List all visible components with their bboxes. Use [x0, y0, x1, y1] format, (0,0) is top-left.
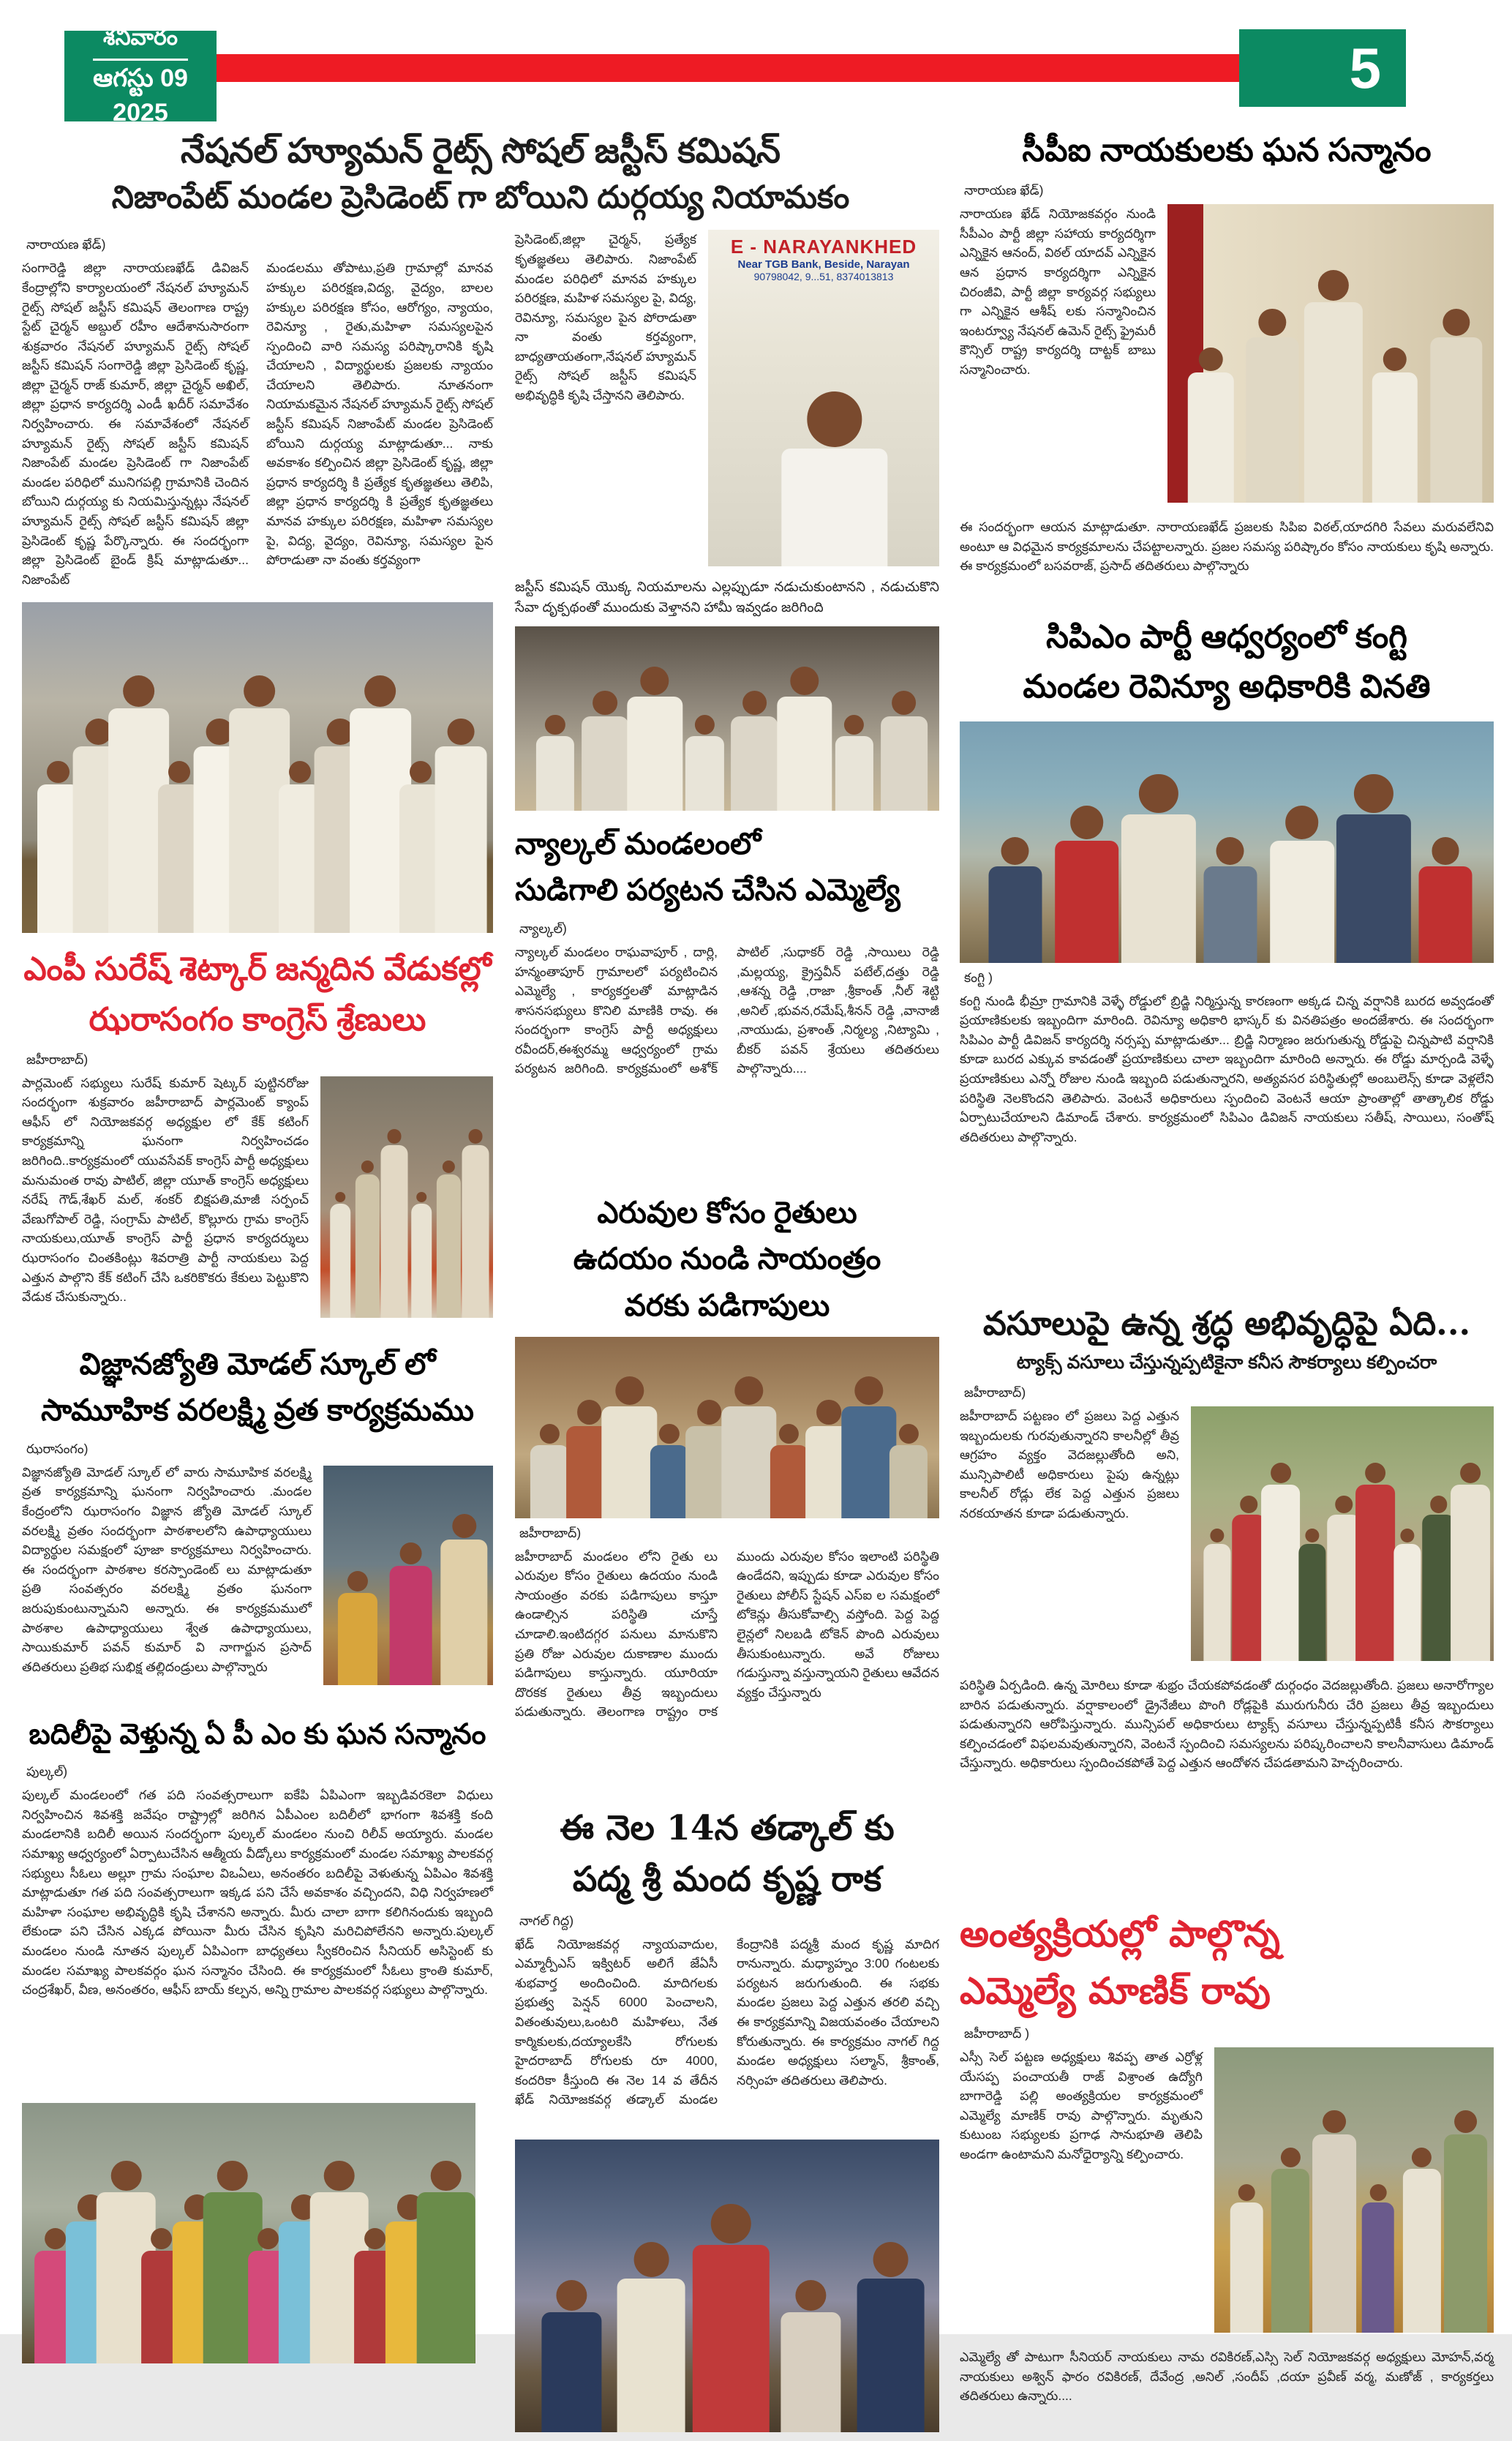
photo-cake-cutting	[320, 1076, 493, 1318]
photo-congress-group	[22, 602, 493, 933]
date-label: ఆగస్టు 09 2025	[93, 64, 188, 127]
zone-left	[22, 126, 939, 2441]
main-headline-line2: నిజాంపేట్ మండల ప్రెసిడెంట్ గా బోయిని దుర్గయ్య నియామకం	[111, 180, 850, 216]
photo-varalakshmi-pooja	[323, 1466, 493, 1685]
header-red-bar	[184, 54, 1405, 82]
tadkal-body: ఖేడ్ నియోజకవర్గ న్యాయవాదుల, ఎమ్మార్పీఎస్ ఇక్విటర్ అలిగే జేఏసీ శుభవార్త అందించింది. మాదిగలకు ప్రభుత్వ పెన్షన్ 6000 పెంచాలని, వితంతువులు,ఒంటరి మహిళలు, నేత కార్మికులకు,దయ్యాలకేసి రోగులకు హైదరాబాద్ రోగులకు రూ 4000, కందరికా కీస్తుంది ఈ నెల 14 వ తేదీన ఖేడ్ నియోజకవర్గ తడ్కాల్ మండల కేంద్రానికి పద్మశ్రీ మంద కృష్ణ మాదిగ రానున్నారు. మధ్యాహ్నం 3:00 గంటలకు పర్యటన జరుగుతుంది. ఈ సభకు మండల ప్రజలు పెద్ద ఎత్తున తరలి వచ్చి ఈ కార్యక్రమాన్ని విజయవంతం చేయాలని కోరుతున్నారు. ఈ కార్యక్రమం నాగల్ గిద్ద మండల అధ్యక్షులు సల్మాన్, శ్రీకాంత్, నర్సింహ తదితరులు తెలిపారు.	[515, 1936, 939, 2107]
cpi-byline: నారాయణ ఖేడ్)	[964, 183, 1044, 198]
vignanajyothi-body: విజ్ఞానజ్యోతి మోడల్ స్కూల్ లో వారు సామూహిక వరలక్ష్మి వ్రత కార్యక్రమాన్ని ఘనంగా నిర్వహించారు .మండల కేంద్రంలోని ఝరాసంగం విజ్ఞాన జ్యోతి మోడల్ స్కూల్ వరలక్ష్మి వ్రతం సందర్భంగా పాఠశాలలోని ఉపాధ్యాయులు విద్యార్థుల సమక్షంలో పూజా కార్యక్రమాలు నిర్వహించారు. ఈ సందర్భంగా పాఠశాల కరస్పాండెంట్ లు మాట్లాడుతూ ప్రతి సంవత్సరం వరలక్ష్మి వ్రతం ఘనంగా జరుపుకుంటున్నామని అన్నారు. ఈ కార్యక్రమములో పాఠశాల ఉపాధ్యాయులు శ్వేత ఉపాధ్యాయులు, సాయికుమార్ పవన్ కుమార్ వి నాగార్జున ప్రసాద్ తదితరులు ప్రతిభ సుభిక్ష తల్లిదండ్రులు పాల్గొన్నారు	[22, 1464, 312, 1674]
date-box	[64, 25, 217, 127]
eruvulu-headline-line2: ఉదయం నుండి సాయంత్రం	[573, 1242, 881, 1276]
photo-colony-road	[1191, 1406, 1494, 1661]
antyakriyalu-headline-line1: అంత్యక్రియల్లో పాల్గొన్న	[960, 1912, 1280, 1956]
day-label: శనివారం	[93, 26, 188, 61]
main-photo-caption: జస్టీస్ కమిషన్ యొక్క నియమాలను ఎల్లప్పుడూ నడుచుకుంటానని , నడుచుకొని సేవా దృక్పథంతో ముందుకు వెళ్తానని హామీ ఇవ్వడం జరిగింది	[515, 579, 939, 615]
eruvulu-headline-line3: వరకు పడిగాపులు	[624, 1289, 830, 1323]
jharasangam-byline: జహీరాబాద్)	[26, 1051, 89, 1067]
antyakriyalu-byline: జహీరాబాద్ )	[964, 2026, 1030, 2041]
tadkal-byline: నాగల్ గిద్ద)	[519, 1913, 574, 1928]
photo-cpm-petition	[960, 721, 1494, 963]
photo-banner-text	[708, 236, 939, 282]
cpi-body: నారాయణ ఖేడ్ నియోజకవర్గం నుండి సీపీఎం పార్టీ జిల్లా సహాయ కార్యదర్శిగా ఎన్నికైన ఆనంద్, విఠల్ యాదవ్ ఎన్నికైన ఆన ప్రధాన కార్యదర్శిగా ఎన్నికైన చిరంజీవి, పార్టీ జిల్లా కార్యవర్గ సభ్యులు గా ఎన్నికైన ఆశీష్ లకు సన్మానించిన ఇంటర్వ్యూ నేషనల్ ఉమెన్ రైట్స్ ఫ్రైమరీ కౌన్సిల్ రాష్ట్ర కార్యదర్శి దాట్టక్ బాబు సన్మానించారు.	[960, 206, 1156, 377]
cpi-headline: సీపీఐ నాయకులకు ఘన సన్మానం	[1022, 132, 1432, 168]
eruvulu-body: జహీరాబాద్ మండలం లోని రైతు లు ఎరువుల కోసం రైతులు ఉదయం నుండి సాయంత్రం వరకు పడిగాపులు కాస్తూ ఉండాల్సిన పరిస్థితి చూస్తే చూడాలి.ఇంటిదగ్గర పనులు మానుకొని ప్రతి రోజు ఎరువుల దుకాణాల ముందు పడిగాపులు కాస్తున్నారు. యూరియా దొరకక రైతులు తీవ్ర ఇబ్బందులు పడుతున్నారు. తెలంగాణ రాష్ట్రం రాక ముందు ఎరువుల కోసం ఇలాంటి పరిస్థితి ఉండేదని, ఇప్పుడు కూడా ఎరువుల కోసం రైతులు పోలీస్ స్టేషన్ ఎస్ఐ ల సమక్షంలో టోకెన్లు తీసుకోవాల్సి వస్తోంది. పెద్ద పెద్ద లైన్లలో నిలబడి టోకెన్ పొంది ఎరువులు తీసుకుంటున్నారు. అవే రోజులు గడుస్తున్నా వస్తున్నాయని రైతులు ఆవేదన వ్యక్తం చేస్తున్నారు	[515, 1548, 939, 1720]
cpi-body2: ఈ సందర్భంగా ఆయన మాట్లాడుతూ. నారాయణఖేడ్ ప్రజలకు సిపిఐ విఠల్,యాదగిరి సేవలు మరువలేనివి అంటూ ఆ విధమైన కార్యక్రమాలను చేపట్టాలన్నారు. ప్రజల సమస్య పరిష్కారం కోసం నాయకులు కృషి అన్నారు. ఈ కార్యక్రమంలో బసవరాజ్, ప్రసాద్ తదితరులు పాల్గొన్నారు	[960, 520, 1494, 574]
main-article-body-mid: ప్రెసిడెంట్,జిల్లా చైర్మన్, ప్రత్యేక కృతజ్ఞతలు తెలిపారు. నిజాంపేట్ మండల పరిధిలో మానవ హక్కుల పరిరక్షణ, మహిళ సమస్యల పై, విద్య, రెవిన్యూ, సమస్యల పైన పోరాడుతా నా వంతు కర్తవ్యంగా, బాధ్యతాయతంగా,నేషనల్ హ్యూమన్ రైట్స్ సోషల్ జస్టీస్ కమిషన్ అభివృద్ధికి కృషి చేస్తానని తెలిపారు.	[515, 232, 696, 403]
main-headline-line1: నేషనల్ హ్యూమన్ రైట్స్ సోషల్ జస్టీస్ కమిషన్	[181, 131, 781, 170]
vasulu-headline: వసూలుపై ఉన్న శ్రద్ధ అభివృద్ధిపై ఏది...	[982, 1303, 1471, 1343]
photo-farewell-group	[22, 2103, 475, 2363]
badili-byline: పుల్కల్)	[26, 1764, 68, 1780]
vasulu-byline: జహీరాబాద్)	[964, 1385, 1026, 1401]
cpm-headline-line1: సిపిఎం పార్టీ ఆధ్వర్యంలో కంగ్టి	[1046, 619, 1407, 656]
page-number: 5	[1349, 35, 1381, 100]
antyakriyalu-body2: ఎమ్మెల్యే తో పాటుగా సీనియర్ నాయకులు నామ రవికిరణ్,ఎస్సి సెల్ నియోజకవర్గ అధ్యక్షులు మోహన్,వర్మ నాయకులు అశ్విన్ ఫారం రవికిరణ్, దేవేంద్ర ,అనిల్ ,సందీప్ ,దయా ప్రవీణ్ వర్మ, మణోజ్ , కార్యకర్తలు తదితరులు ఉన్నారు....	[960, 2350, 1494, 2404]
column-middle	[515, 230, 939, 2431]
nyalkal-body: న్యాల్కల్ మండలం రాఘవాపూర్ , దార్లి, హన్మంతాపూర్ గ్రామాలలో పర్యటించిన ఎమ్మెల్యే , కార్యకర్తలతో మాట్లాడిన శాసనసభ్యులు కొనిలి మాణికి రావు. ఈ సందర్భంగా కాంగ్రెస్ పార్టీ అధ్యక్షులు రవీందర్,ఈశ్వరమ్మ ఆధ్వర్యంలో గ్రామ పర్యటన జరిగింది. కార్యక్రమంలో అశోక్ పాటిల్ ,సుధాకర్ రెడ్డి ,సాయిలు రెడ్డి ,మల్లయ్య, క్రైస్తవీన్ పటేల్,దత్తు రెడ్డి ,ఆశన్న రెడ్డి ,రాజా ,శ్రీకాంత్ ,నీల్ శెట్టి ,అనిల్ ,భువన,రమేష్,శీనన్ రెడ్డి ,వానాజీ ,నాయుడు, ప్రశాంత్ ,నిర్మల్య ,నిట్యామి , బీకర్ పవన్ శ్రేయలు తదితరులు పాల్గొన్నారు....	[515, 944, 939, 1076]
column-right	[960, 126, 1494, 2441]
banner-line2: Near TGB Bank, Beside, Narayan	[737, 258, 910, 271]
photo-durgaiah-portrait	[708, 230, 939, 566]
vignanajyothi-headline-line1: విజ్ఞానజ్యోతి మోడల్ స్కూల్ లో	[79, 1346, 436, 1381]
banner-line3: 90798042, 9...51, 8374013813	[753, 271, 894, 283]
nyalkal-byline: న్యాల్కల్)	[519, 920, 567, 936]
eruvulu-byline: జహీరాబాద్)	[519, 1525, 582, 1540]
jharasangam-headline-line1: ఎంపీ సురేష్ శెట్కార్ జన్మదిన వేడుకల్లో	[23, 951, 492, 988]
photo-mrps-montage	[515, 2140, 939, 2432]
tadkal-headline-line1: ఈ నెల 14న తడ్కాల్ కు	[560, 1807, 895, 1848]
nyalkal-headline-line2: సుడిగాలి పర్యటన చేసిన ఎమ్మెల్యే	[515, 873, 900, 907]
photo-funeral	[1214, 2047, 1494, 2333]
photo-meeting-room	[515, 626, 939, 811]
antyakriyalu-headline-line2: ఎమ్మెల్యే మాణిక్ రావు	[960, 1968, 1271, 2012]
vasulu-subhead: ట్యాక్స్ వసూలు చేస్తున్నప్పటికైనా కనీస సౌకర్యాలు కల్పించరా	[1016, 1352, 1437, 1373]
badili-body: పుల్కల్ మండలంలో గత పది సంవత్సరాలుగా ఐకేపి ఏపిఎంగా ఇబ్బడివరకెలా విధులు నిర్వహించిన శివశక్తి జవేషం రాష్ట్రాల్లో జరిగిన ఏపీఎంల బదిలీలో భాగంగా శివశక్తి కంది మండలానికి బదిలీ అయిన సందర్భంగా పుల్కల్ మండలం నుంచి రిలీవ్ అయ్యారు. మండల సమాఖ్య ఆధ్వర్యంలో ఏర్పాటుచేసిన ఆత్మీయ వీడ్కోలు కార్యక్రమంలో మండల సమాఖ్య పాలకవర్గ సభ్యులు సీఓలు అల్లూ గ్రామ సంఘాల విఒఏలు, అనంతరం బదిలీపై వెళుతున్న ఏపిఎం శివశక్తి మాట్లాడుతూ గత పది సంవత్సరాలుగా ఇక్కడ పని చేసే అవకాశం వచ్చిందని, విధి నిర్వహణలో మహిళా సంఘాల అభివృద్ధికి కృషి చేశానని అన్నారు. మీరు చాలా బాగా కలిగినందుకు ఇబ్బంది లేకుండా పని చేసిన ఎక్కడ పోయినా మీరు చేసిన కృషిని మరిచిపోలేనని అన్నారు.పుల్కల్ మండలం నుండి నూతన పుల్కల్ ఏపిఎంగా బాధ్యతలు స్వీకరించిన సీనియర్ అసిస్టెంట్ కు మండల సమాఖ్య పాలకవర్గం ఘన సన్మానం చేసింది. ఈ కార్యక్రమంలో సీఓలు క్రాంతి కుమార్, చంద్రశేఖర్, వీణ, అనంతరం, ఆఫీస్ బాయ్ కల్పన, అన్ని గ్రామాల పాలకవర్గ సభ్యులు పాల్గొన్నారు.	[22, 1788, 493, 1998]
eruvulu-headline-line1: ఎరువుల కోసం రైతులు	[597, 1195, 857, 1229]
vasulu-body: జహీరాబాద్ పట్టణం లో ప్రజలు పెద్ద ఎత్తున ఇబ్బందులకు గురవుతున్నారని కాలనీల్లో తీవ్ర ఆగ్రహం వ్యక్తం వెదజల్లుతోంది అని, మున్సిపాలిటీ అధికారులు పైపు ఉన్నట్లు కాలనీల్ రోడ్లు లేక పెద్ద ఎత్తున ప్రజలు నరకయాతన కూడా పడుతున్నారు.	[960, 1409, 1179, 1521]
cpm-byline: కంగ్టి )	[964, 970, 993, 985]
vignanajyothi-headline-line2: సామూహిక వరలక్ష్మి వ్రత కార్యక్రమము	[41, 1393, 474, 1428]
antyakriyalu-body: ఎస్సీ సెల్ పట్టణ అధ్యక్షులు శివప్ప తాత ఎర్రోళ్ల యేసప్ప పంచాయతీ రాజ్ విశ్రాంత ఉద్యోగి బాగారెడ్డి పల్లి అంత్యక్రియల కార్యక్రమంలో ఎమ్మెల్యే మాణిక్ రావు పాల్గొన్నారు. మృతుని కుటుంబ సభ్యులకు ప్రగాఢ సానుభూతి తెలిపి అండగా ఉంటామని మనోధైర్యాన్ని కల్పించారు.	[960, 2050, 1203, 2162]
jharasangam-body: పార్లమెంట్ సభ్యులు సురేష్ కుమార్ షెట్కర్ పుట్టినరోజు సందర్భంగా శుక్రవారం జహీరాబాద్ పార్లమెంట్ క్యాంప్ ఆఫీస్ లో నియోజకవర్గ అధ్యక్షుల లో కేక్ కటింగ్ కార్యక్రమాన్ని ఘనంగా నిర్వహించడం జరిగింది..కార్యక్రమంలో యువసేవక్ కాంగ్రెస్ పార్టీ అధ్యక్షులు మనుమంత రావు పాటిల్, జిల్లా యూత్ కాంగ్రెస్ అధ్యక్షులు నరేష్ గౌడ్,శేఖర్ మల్, శంకర్ బిక్షపతి,మాజీ సర్పంచ్ వేణుగోపాల్ రెడ్డి, సంగ్రామ్ పాటిల్, కొల్లూరు గ్రామ కాంగ్రెస్ నాయకులు,యూత్ కాంగ్రెస్ పార్టీ ప్రధాన కార్యదర్శులు ఝరాసంగం చింతకింట్లు శివరాత్రి పార్టీ నాయకులు పెద్ద ఎత్తున పాల్గొని కేక్ కటింగ్ చేసి ఒకరికొకరు కేకులు పెట్టుకొని వేడుక చేసుకున్నారు..	[22, 1075, 309, 1305]
page-number-box	[1239, 29, 1406, 107]
photo-cpi-felicitation	[1167, 204, 1494, 503]
cpm-headline-line2: మండల రెవిన్యూ అధికారికి వినతి	[1023, 669, 1431, 705]
vignanajyothi-byline: ఝరాసంగం)	[26, 1441, 89, 1456]
banner-line1: E - NARAYANKHED	[730, 236, 917, 258]
jharasangam-headline-line2: ఝరాసంగం కాంగ్రెస్ శ్రేణులు	[89, 1001, 426, 1038]
main-article-byline: నారాయణ ఖేడ్)	[26, 237, 106, 252]
main-article-body-col1: సంగారెడ్డి జిల్లా నారాయణఖేడ్ డివిజన్ కేంద్రాల్లోని కార్యాలయంలో నేషనల్ హ్యూమన్ రైట్స్ సోషల్ జస్టీస్ కమిషన్ తెలంగాణ రాష్ట్ర స్టేట్ చైర్మన్ అబ్దుల్ రహీం ఆదేశానుసారంగా శుక్రవారం నేషనల్ హ్యూమన్ రైట్స్ సోషల్ జస్టీస్ కమిషన్ సంగారెడ్డి జిల్లా ప్రెసిడెంట్ కృష్ణ, జిల్లా చైర్మన్ రాజ్ కుమార్, జిల్లా చైర్మన్ అఖిల్, జిల్లా ప్రధాన కార్యదర్శి ఎండీ ఖదీర్ సమావేశం నిర్వహించారు. ఈ సమావేశంలో నేషనల్ హ్యూమన్ రైట్స్ సోషల్ జస్టీస్ కమిషన్ నిజాంపేట్ మండల ప్రెసిడెంట్ గా నిజాంపేట్ మండల పరిధిలో మునిగపల్లి గ్రామానికి చెందిన బోయిని దుర్గయ్య కు నియమిస్తున్నట్లు నేషనల్ హ్యూమన్ రైట్స్ సోషల్ జస్టీస్ కమిషన్ జిల్లా ప్రెసిడెంట్ కృష్ణ పేర్కొన్నారు. ఈ సందర్భంగా జిల్లా ప్రెసిడెంట్ బైండ్ క్రిష్ మాట్లాడుతూ... నిజాంపేట్	[22, 260, 249, 587]
nyalkal-headline-line1: న్యాల్కల్ మండలంలో	[515, 826, 761, 860]
vasulu-body2: పరిస్థితి ఏర్పడింది. ఉన్న మోరిలు కూడా శుభ్రం చేయకపోవడంతో దుర్గంధం వెదజల్లుతోంది. ప్రజలు అనారోగ్యాల బారిన పడుతున్నారు. వర్షాకాలంలో డ్రైనేజీలు పొంగి రోడ్లపైకి మురుగునీరు చేరి ప్రజలు తీవ్ర ఇబ్బందులు పడుతున్నారని ఆరోపిస్తున్నారు. మున్సిపల్ అధికారులు ట్యాక్స్ వసూలు చేస్తున్నప్పటికీ కనీస సౌకర్యాలు కల్పించడంలో విఫలమవుతున్నారని, వెంటనే స్పందించి సమస్యలను పరిష్కరించాలని కాలనీవాసులు డిమాండ్ చేస్తున్నారు. అధికారులు స్పందించకపోతే పెద్ద ఎత్తున ఆందోళన చేపడతామని హెచ్చరించారు.	[960, 1678, 1494, 1771]
badili-headline: బదిలీపై వెళ్తున్న ఏ పీ ఎం కు ఘన సన్మానం	[29, 1718, 486, 1750]
page-body	[22, 126, 1494, 2441]
column-left	[22, 230, 493, 2431]
cpm-body: కంగ్టి నుండి భీమ్రా గ్రామానికి వెళ్ళే రోడ్డులో బ్రిడ్జి నిర్మిస్తున్న కారణంగా అక్కడ చిన్న వర్షానికి బురద అవ్వడంతో ప్రయాణికులకు ఇబ్బందిగా మారింది. రెవిన్యూ అధికారి భాస్కర్ కు వినతిపత్రం అందజేశారు. ఈ సందర్భంగా సిపిఎం పార్టీ డివిజన్ కార్యదర్శి నర్సప్ప మాట్లాడుతూ... బ్రిడ్జి నిర్మాణం జరుగుతున్న రోడ్డుపై చిన్నపాటి వర్షానికి కూడా బురద ఎక్కువ కావడంతో ప్రయాణికులు చాలా ఇబ్బందిగా మారింది అన్నారు. ఈ రోడ్డు మార్చండి వెళ్ళే ప్రయాణికులు ఎన్నో రోజుల నుండి ఇబ్బంది పడుతున్నారని, అత్యవసర పరిస్థితుల్లో అంబులెన్స్ కూడా వెళ్లలేని పరిస్థితి నెలకొందని తెలిపారు. వెంటనే అధికారులు స్పందించి వెంటనే ఆయా ప్రాంతాల్లో తాత్కాలిక రోడ్డు ఏర్పాటుచేయాలని డిమాండ్ చేశారు. కార్యక్రమంలో సిపిఎం డివిజన్ నాయకులు సతీష్, సాయిలు, సంతోష్ తదితరులు పాల్గొన్నారు.	[960, 993, 1494, 1144]
photo-fertilizer-queue	[515, 1337, 939, 1518]
tadkal-headline-line2: పద్మ శ్రీ మంద కృష్ణ రాక	[572, 1859, 882, 1900]
main-article-body-col2: మండలము తోపాటు,ప్రతి గ్రామాల్లో మానవ హక్కుల పరిరక్షణ,విద్య, వైద్యం, బాలల హక్కుల పరిరక్షణ కోసం, ఆరోగ్యం, న్యాయం, రెవిన్యూ , రైతు,మహిళా సమస్యలపైన స్పందించి వారి సమస్య పరిష్కారానికి కృషి చేయాలని , విద్యార్థులకు ప్రజలకు న్యాయం చేయాలని తెలిపారు. నూతనంగా నియామకమైన నేషనల్ హ్యూమన్ రైట్స్ సోషల్ జస్టీస్ కమిషన్ నిజాంపేట్ మండల ప్రెసిడెంట్ బోయిని దుర్గయ్య మాట్లాడుతూ... నాకు అవకాశం కల్పించిన జిల్లా ప్రెసిడెంట్ కృష్ణ, జిల్లా ప్రధాన కార్యదర్శి కి ప్రత్యేక కృతజ్ఞతలు తెలిపి, జిల్లా ప్రధాన కార్యదర్శి కి ప్రత్యేక కృతజ్ఞతలు మానవ హక్కుల పరిరక్షణ, మహిళా సమస్యల పై, విద్య, వైద్యం, రెవిన్యూ, సమస్యల పైన పోరాడుతా నా వంతు కర్తవ్యంగా	[266, 260, 493, 568]
